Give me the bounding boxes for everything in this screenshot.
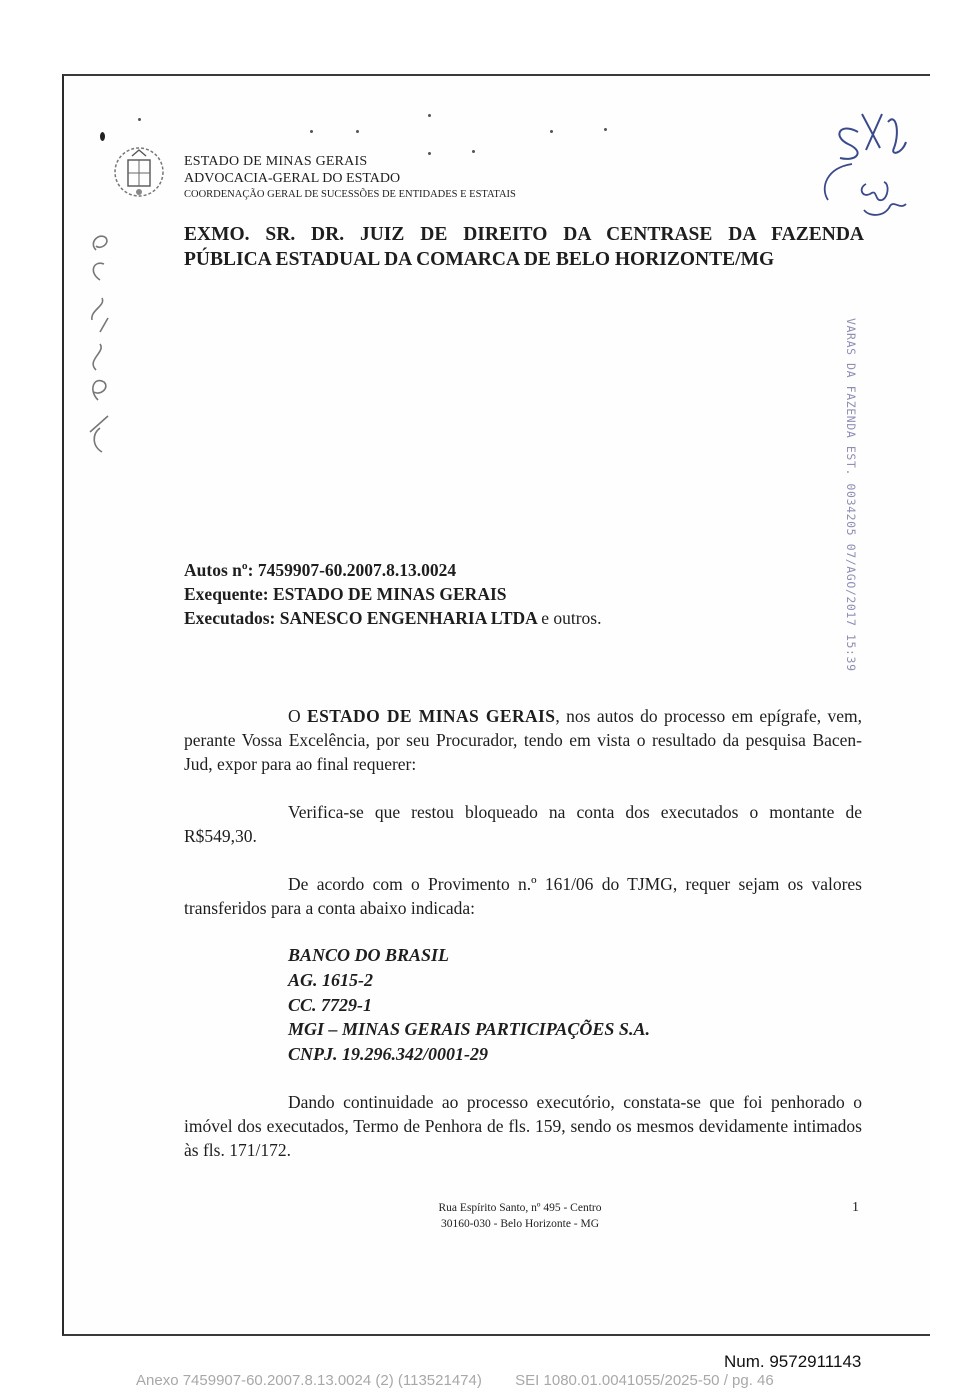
- scan-speck: [428, 114, 431, 117]
- annex-reference-line: Anexo 7459907-60.2007.8.13.0024 (2) (113521474) SEI 1080.01.0041055/2025-50 / pg. 46: [136, 1372, 774, 1389]
- paragraph-transfer-request: [184, 872, 862, 920]
- paragraph-transfer-request-text: De acordo com o Provimento n.º 161/06 do TJMG, requer sejam os valores transferidos para a conta abaixo indicada:: [184, 874, 862, 918]
- bank-name: BANCO DO BRASIL: [288, 945, 450, 965]
- protocol-stamp: VARAS DA FAZENDA EST. 0034205 07/AGO/2017 15:39: [844, 318, 858, 672]
- bank-holder: MGI – MINAS GERAIS PARTICIPAÇÕES S.A.: [288, 1019, 650, 1039]
- case-creditor-label: Exequente:: [184, 584, 269, 604]
- paragraph-blocked-amount-text: Verifica-se que restou bloqueado na conta dos executados o montante de R$549,30.: [184, 802, 862, 846]
- handwritten-signature: [770, 92, 920, 232]
- paragraph-intro-bold: ESTADO DE MINAS GERAIS: [307, 706, 556, 726]
- addressee: [184, 222, 864, 272]
- case-number-value: 7459907-60.2007.8.13.0024: [257, 560, 457, 580]
- footer-address-line2: 30160-030 - Belo Horizonte - MG: [440, 1218, 600, 1230]
- case-number: [184, 560, 456, 581]
- bank-cnpj: CNPJ. 19.296.342/0001-29: [288, 1044, 488, 1064]
- paragraph-intro-lead: O: [288, 706, 301, 726]
- page-number: 1: [852, 1200, 859, 1215]
- case-debtors-suffix: e outros.: [541, 608, 602, 628]
- bank-account: CC. 7729-1: [288, 995, 373, 1015]
- footer-address-line1: Rua Espírito Santo, nº 495 - Centro: [438, 1202, 602, 1214]
- case-debtors-label: Executados:: [184, 608, 276, 628]
- scan-speck: [550, 130, 553, 133]
- addressee-line1: EXMO. SR. DR. JUIZ DE DIREITO DA CENTRASE DA FAZENDA: [184, 224, 864, 245]
- paragraph-intro: [184, 704, 862, 776]
- addressee-line2: PÚBLICA ESTADUAL DA COMARCA DE BELO HORIZONTE/MG: [184, 249, 775, 270]
- scan-speck: [472, 150, 475, 153]
- paragraph-seizure-text: Dando continuidade ao processo executório, constata-se que foi penhorado o imóvel dos executados, Termo de Penhora de fls. 159, sendo os mesmos devidamente intimados às fls. 171/172.: [184, 1092, 862, 1160]
- scan-speck: [138, 118, 141, 121]
- case-number-label: Autos nº:: [184, 560, 254, 580]
- bank-agency: AG. 1615-2: [288, 970, 373, 990]
- header-coordination: COORDENAÇÃO GERAL DE SUCESSÕES DE ENTIDADES E ESTATAIS: [184, 189, 516, 200]
- header-state: ESTADO DE MINAS GERAIS: [184, 154, 368, 169]
- scan-speck: [100, 132, 105, 141]
- case-debtors: [184, 608, 602, 629]
- scan-speck: [356, 130, 359, 133]
- footer-address: [400, 1200, 640, 1232]
- paragraph-seizure: [184, 1090, 862, 1162]
- case-creditor: [184, 584, 507, 605]
- scan-speck: [604, 128, 607, 131]
- handwritten-margin-note: [78, 220, 118, 470]
- paragraph-intro-rest: , nos autos do processo em epígrafe, vem, perante Vossa Excelência, por seu Procurador, tendo em vista o resultado da pesquisa Bacen-Jud, expor para ao final requerer:: [184, 706, 863, 774]
- document-number-stamp: Num. 9572911143: [724, 1352, 862, 1371]
- scan-speck: [310, 130, 313, 133]
- case-creditor-value: ESTADO DE MINAS GERAIS: [272, 584, 507, 604]
- header-agency: ADVOCACIA-GERAL DO ESTADO: [184, 171, 401, 186]
- scan-speck: [428, 152, 431, 155]
- paragraph-blocked-amount: [184, 800, 862, 848]
- state-crest-icon: [108, 140, 170, 204]
- case-debtors-value: SANESCO ENGENHARIA LTDA: [279, 608, 537, 628]
